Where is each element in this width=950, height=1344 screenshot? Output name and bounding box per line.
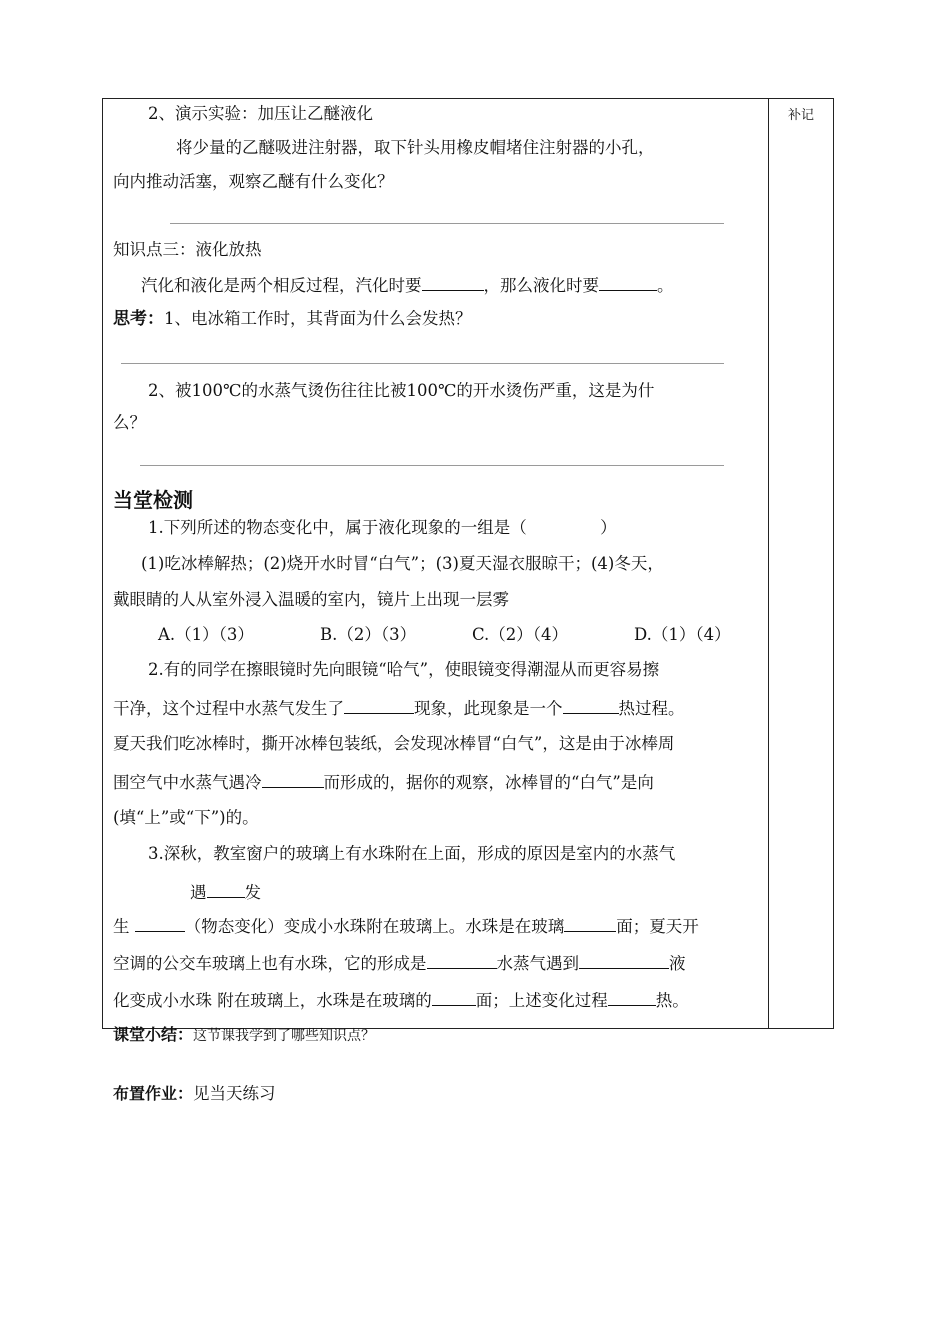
think-question-2-line2: 么？ bbox=[113, 413, 146, 432]
column-divider bbox=[768, 98, 769, 1029]
demo-title: 2、演示实验：加压让乙醚液化 bbox=[148, 104, 373, 123]
check-question-2-line5: (填“上”或“下”)的。 bbox=[113, 808, 259, 827]
check-question-2-line2: 干净，这个过程中水蒸气发生了 现象，此现象是一个 热过程。 bbox=[113, 699, 685, 718]
check-question-1-line1: (1)吃冰棒解热；(2)烧开水时冒“白气”；(3)夏天湿衣服晾干；(4)冬天， bbox=[141, 554, 664, 573]
class-summary: 课堂小结：这节课我学到了哪些知识点？ bbox=[113, 1025, 376, 1044]
answer-line bbox=[140, 465, 724, 466]
check-question-2-line3: 夏天我们吃冰棒时，撕开冰棒包装纸，会发现冰棒冒“白气”，这是由于冰棒周 bbox=[113, 734, 675, 753]
option-c: C.（2）（4） bbox=[472, 625, 569, 644]
knowledge-point-title: 知识点三：液化放热 bbox=[113, 240, 262, 259]
check-question-3-line5: 化变成小水珠 附在玻璃上，水珠是在玻璃的 面；上述变化过程 热。 bbox=[113, 991, 689, 1010]
demo-text-line1: 将少量的乙醚吸进注射器，取下针头用橡皮帽堵住注射器的小孔， bbox=[176, 138, 655, 157]
check-question-3-line4: 空调的公交车玻璃上也有水珠，它的形成是 水蒸气遇到 液 bbox=[113, 954, 686, 973]
section-heading: 当堂检测 bbox=[113, 488, 193, 512]
answer-line bbox=[121, 363, 724, 364]
check-question-2-line4: 围空气中水蒸气遇冷 而形成的，据你的观察，冰棒冒的“白气”是向 bbox=[113, 773, 654, 792]
think-question-1: 思考：1、电冰箱工作时，其背面为什么会发热？ bbox=[113, 309, 472, 329]
demo-text-line2: 向内推动活塞，观察乙醚有什么变化？ bbox=[113, 172, 394, 191]
option-a: A.（1）（3） bbox=[158, 625, 254, 644]
notes-column-label: 补记 bbox=[788, 108, 815, 123]
answer-line bbox=[170, 223, 724, 224]
knowledge-point-sentence: 汽化和液化是两个相反过程，汽化时要 ，那么液化时要 。 bbox=[141, 276, 674, 295]
option-d: D.（1）（4） bbox=[634, 625, 731, 644]
think-question-2-line1: 2、被100℃的水蒸气烫伤往往比被100℃的开水烫伤严重，这是为什 bbox=[148, 381, 655, 400]
check-question-1: 1.下列所述的物态变化中，属于液化现象的一组是（ ） bbox=[148, 518, 617, 537]
check-question-3-line2: 遇 发 bbox=[190, 883, 261, 902]
check-question-2-line1: 2.有的同学在擦眼镜时先向眼镜“哈气”，使眼镜变得潮湿从而更容易擦 bbox=[148, 660, 660, 679]
check-question-1-line2: 戴眼睛的人从室外浸入温暖的室内，镜片上出现一层雾 bbox=[113, 590, 509, 609]
check-question-3-line1: 3.深秋，教室窗户的玻璃上有水珠附在上面，形成的原因是室内的水蒸气 bbox=[148, 844, 676, 863]
check-question-3-line3: 生 （物态变化）变成小水珠附在玻璃上。水珠是在玻璃 面；夏天开 bbox=[113, 917, 699, 936]
option-b: B.（2）（3） bbox=[320, 625, 417, 644]
homework: 布置作业：见当天练习 bbox=[113, 1084, 276, 1103]
